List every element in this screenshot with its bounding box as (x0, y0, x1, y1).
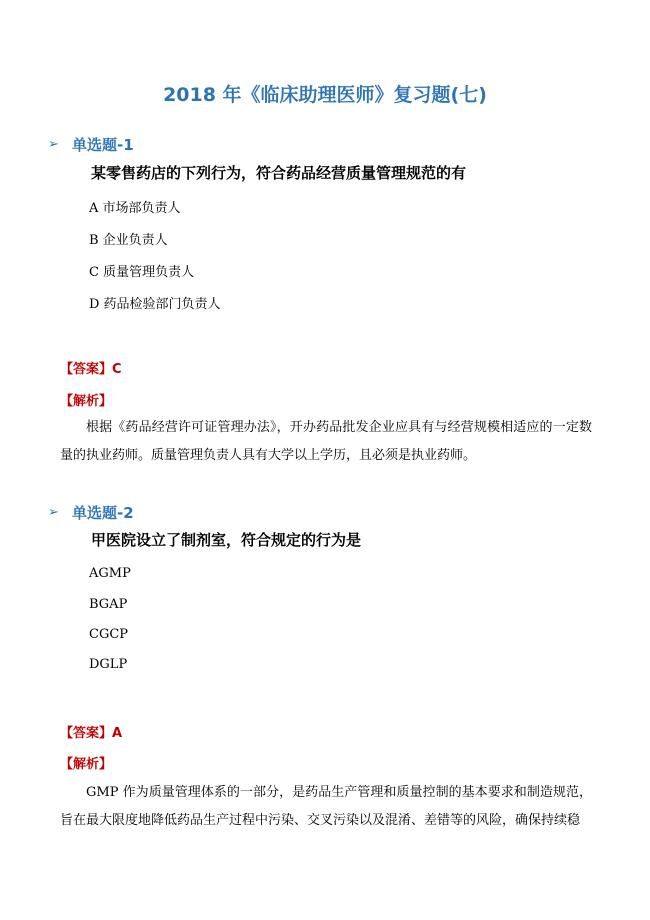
question-2-answer: 【答案】A (60, 726, 123, 741)
question-1-heading-label: 单选题-1 (72, 136, 134, 154)
question-1-option-a: A 市场部负责人 (89, 201, 181, 216)
arrow-bullet-icon: ➢ (48, 505, 59, 520)
question-2-heading (48, 502, 134, 523)
question-2-analysis: GMP 作为质量管理体系的一部分，是药品生产管理和质量控制的基本要求和制造规范，旨在最大限度地降低药品生产过程中污染、交叉污染以及混淆、差错等的风险，确保持续稳 (60, 785, 592, 828)
question-1-option-c: C 质量管理负责人 (89, 265, 195, 280)
page-title: 2018 年《临床助理医师》复习题(七) (163, 84, 487, 106)
question-2-heading-label: 单选题-2 (72, 504, 134, 522)
question-1-option-d: D 药品检验部门负责人 (89, 297, 221, 312)
question-1-option-b: B 企业负责人 (89, 233, 168, 248)
question-2-option-a: AGMP (89, 566, 131, 581)
question-1-analysis-label: 【解析】 (60, 394, 113, 409)
question-2-option-d: DGLP (89, 657, 128, 672)
question-2-stem: 甲医院设立了制剂室，符合规定的行为是 (91, 531, 362, 549)
question-1-stem: 某零售药店的下列行为，符合药品经营质量管理规范的有 (91, 164, 467, 182)
question-2-option-b: BGAP (89, 597, 128, 612)
question-1-answer: 【答案】C (60, 362, 122, 377)
question-2-analysis-label: 【解析】 (60, 757, 113, 772)
question-1-analysis: 根据《药品经营许可证管理办法》，开办药品批发企业应具有与经营规模相适应的一定数量的执业药师。质量管理负责人具有大学以上学历，且必须是执业药师。 (60, 420, 592, 463)
arrow-bullet-icon: ➢ (48, 137, 59, 152)
question-2-option-c: CGCP (89, 627, 129, 642)
question-1-heading (48, 134, 134, 155)
